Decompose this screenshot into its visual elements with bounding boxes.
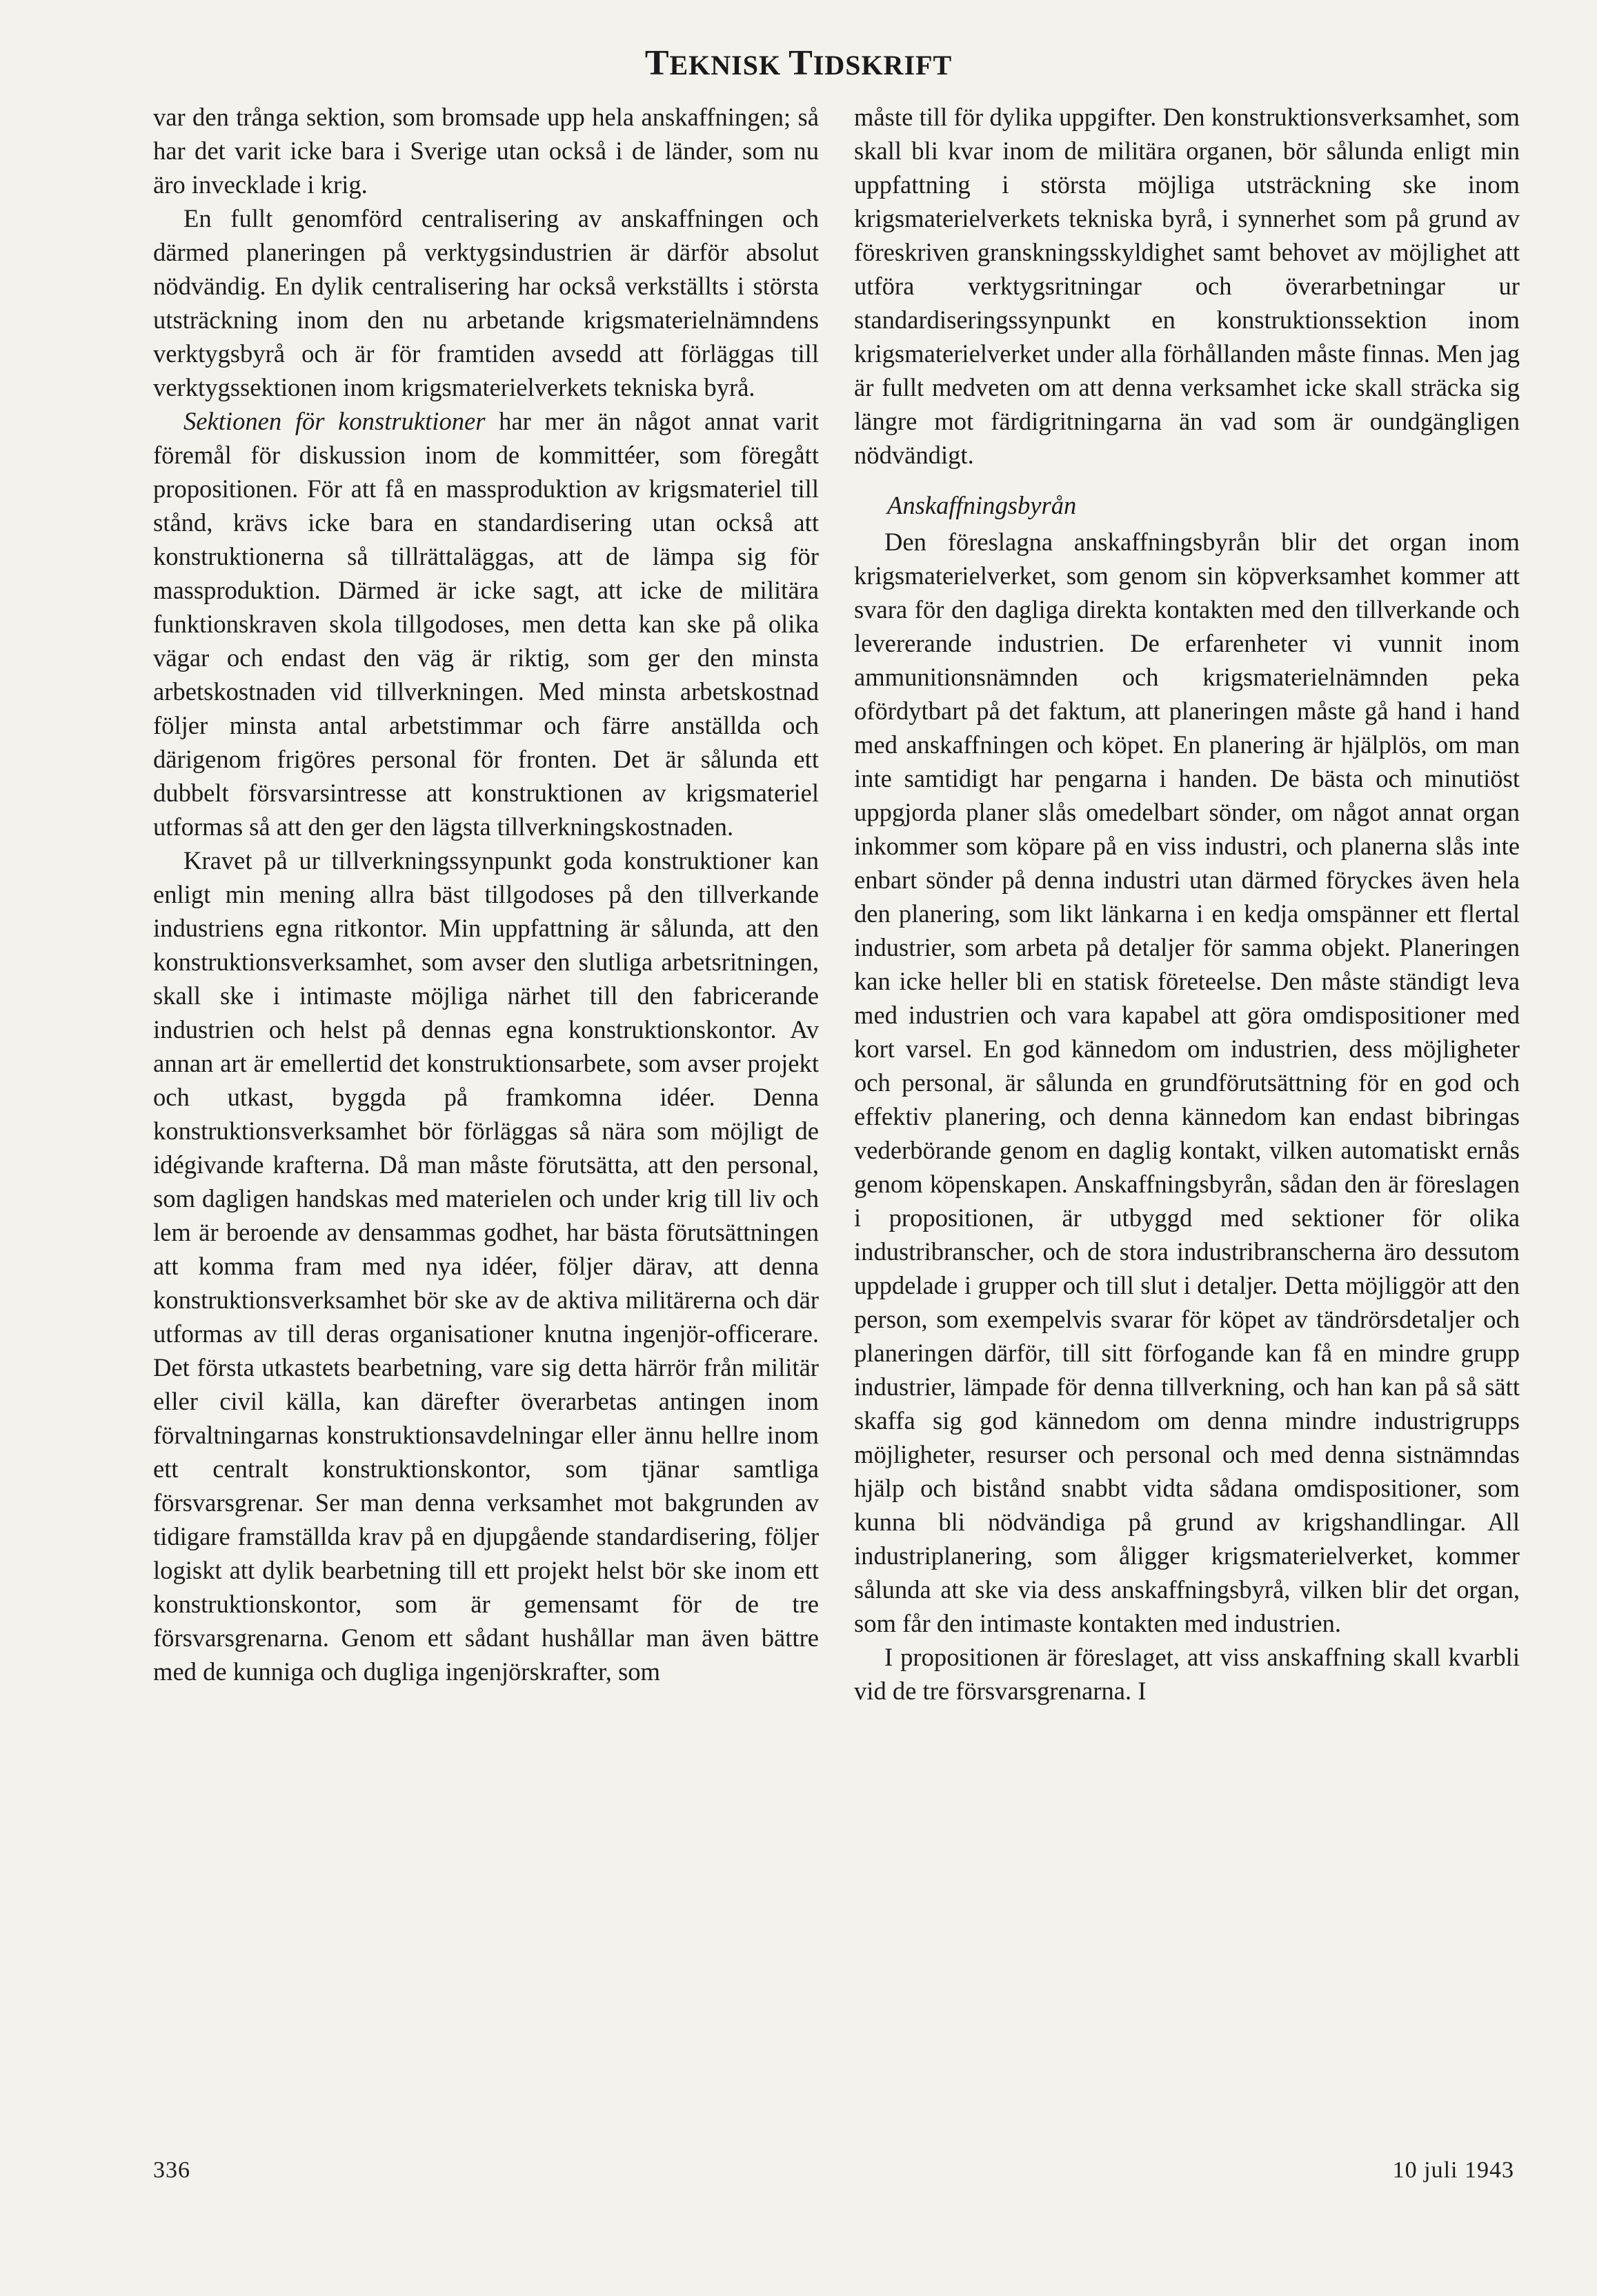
issue-date: 10 juli 1943 bbox=[1392, 2157, 1514, 2183]
masthead-word-2: IDSKRIFT bbox=[813, 50, 953, 81]
masthead-initial-1: T bbox=[644, 43, 670, 83]
right-paragraph-2: Den föreslagna anskaffningsbyrån blir det organ inom krigsmaterielverket, som genom sin köpverksamhet kommer att svara för den dagliga direkta kontakten med den tillverkande och levererande industrien. De erfarenheter vi vunnit inom ammunitionsnämnden och krigsmaterielnämnden peka ofördytbart på det faktum, att planeringen måste gå hand i hand med anskaffningen och köpet. En planering är hjälplös, om man inte samtidigt har pengarna i handen. De bästa och minutiöst uppgjorda planer slås omedelbart sönder, om något annat organ inkommer som köpare på en viss industri, och planerna slås inte enbart sönder på denna industri utan därmed föryckes även hela den planering, som likt länkarna i en kedja omspänner ett flertal industrier, som arbeta på detaljer för samma objekt. Planeringen kan icke heller bli en statisk företeelse. Den måste ständigt leva med industrien och vara kapabel att göra omdispositioner med kort varsel. En god kännedom om industrien, dess möjligheter och personal, är sålunda en grundförutsättning för en god och effektiv planering, och denna kännedom kan endast bibringas vederbörande genom en daglig kontakt, vilken automatiskt ernås genom köpenskapen. Anskaffningsbyrån, sådan den är föreslagen i propositionen, är utbyggd med sektioner för olika industribranscher, och de stora industribranscherna äro dessutom uppdelade i grupper och till slut i detaljer. Detta möjliggör att den person, som exempelvis svarar för köpet av tändrörsdetaljer och planeringen därför, till sitt förfogande kan få en mindre grupp industrier, lämpade för denna tillverkning, och han kan på så sätt skaffa sig god kännedom om denna mindre industrigrupps möjligheter, resurser och personal och med denna sistnämndas hjälp och bistånd snabbt vidta sådana omdispositioner, som kunna bli nödvändiga på grund av krigshandlingar. All industriplanering, som åligger krigsmaterielverket, kommer sålunda att ske via dess anskaffningsbyrå, vilken blir det organ, som får den intimaste kontakten med industrien. bbox=[854, 528, 1520, 1637]
masthead-initial-2: T bbox=[788, 43, 813, 83]
masthead-word-1: EKNISK bbox=[669, 50, 782, 81]
left-paragraph-3-body: har mer än något annat varit föremål för diskussion inom de kommittéer, som föregått propositionen. För att få en massproduktion av krigsmateriel till stånd, krävs icke bara en standardisering utan också att konstruktionerna så tillrättaläggas, att de lämpa sig för massproduktion. Därmed är icke sagt, att icke de militära funktionskraven skola tillgodoses, men detta kan ske på olika vägar och endast den väg är riktig, som ger den minsta arbetskostnaden vid tillverkningen. Med minsta arbetskostnad följer minsta antal arbetstimmar och färre anställda och därigenom frigöres personal för fronten. Det är sålunda ett dubbelt försvarsintresse att konstruktionen av krigsmateriel utformas så att den ger den lägsta tillverkningskostnaden. bbox=[153, 407, 819, 841]
left-paragraph-1: var den trånga sektion, som bromsade upp hela anskaffningen; så har det varit icke bara i Sverige utan också i de länder, som nu äro invecklade i krig. bbox=[153, 103, 819, 199]
section-heading-anskaffningsbyran: Anskaffningsbyrån bbox=[887, 491, 1077, 519]
left-paragraph-4: Kravet på ur tillverkningssynpunkt goda konstruktioner kan enligt min mening allra bäst tillgodoses på den tillverkande industriens egna ritkontor. Min uppfattning är sålunda, att den konstruktionsverksamhet, som avser den slutliga arbetsritningen, skall ske i intimaste möjliga närhet till den fabricerande industrien och helst på dennas egna konstruktionskontor. Av annan art är emellertid det konstruktionsarbete, som avser projekt och utkast, byggda på framkomna idéer. Denna konstruktionsverksamhet bör förläggas så nära som möjligt de idégivande krafterna. Då man måste förutsätta, att den personal, som dagligen handskas med materielen och under krig till liv och lem är beroende av densammas godhet, har bästa förutsättningen att komma fram med nya idéer, följer därav, att denna konstruktionsverksamhet bör ske av de aktiva militärerna och där utformas av till deras organisationer knutna ingenjör-officerare. Det första utkastets bearbetning, vare sig detta härrör från militär eller civil källa, kan därefter överarbetas antingen inom förvaltningarnas konstruktionsavdelningar eller ännu hellre inom ett centralt konstruktionskontor, som tjänar samtliga försvarsgrenar. Ser man denna verksamhet mot bakgrunden av tidigare framställda krav på en djupgående standardisering, följer logiskt att dylik bearbetning till ett projekt helst bör ske inom ett konstruktionskontor, som är gemensamt för de tre försvarsgrenarna. Genom ett sådant hushållar man även bättre med de kunniga och dugliga ingenjörskrafter, som bbox=[153, 846, 819, 1686]
section-heading-konstruktioner: Sektionen för konstruktioner bbox=[183, 407, 486, 435]
left-paragraph-2: En fullt genomförd centralisering av anskaffningen och därmed planeringen på verktygsindustrien är därför absolut nödvändig. En dylik centralisering har också verkställts i största utsträckning inom den nu arbetande krigsmaterielnämndens verktygsbyrå och är för framtiden avsedd att förläggas till verktygssektionen inom krigsmaterielverkets tekniska byrå. bbox=[153, 204, 819, 401]
left-column bbox=[153, 100, 819, 1688]
right-paragraph-1: måste till för dylika uppgifter. Den konstruktionsverksamhet, som skall bli kvar inom de militära organen, bör sålunda enligt min uppfattning i största möjliga utsträckning ske inom krigsmaterielverkets tekniska byrå, i synnerhet som på grund av föreskriven granskningsskyldighet samt behovet av möjlighet att utföra verktygsritningar och överarbetningar ur standardiseringssynpunkt en konstruktionssektion inom krigsmaterielverket under alla förhållanden måste finnas. Men jag är fullt medveten om att denna verksamhet icke skall sträcka sig längre mot färdigritningarna än vad som är oundgängligen nödvändigt. bbox=[854, 103, 1520, 469]
right-paragraph-3: I propositionen är föreslaget, att viss anskaffning skall kvarbli vid de tre försvarsgrenarna. I bbox=[854, 1643, 1520, 1705]
page-number: 336 bbox=[153, 2157, 190, 2183]
journal-masthead bbox=[0, 43, 1597, 83]
left-paragraph-3 bbox=[153, 404, 819, 843]
right-column bbox=[854, 100, 1520, 1708]
